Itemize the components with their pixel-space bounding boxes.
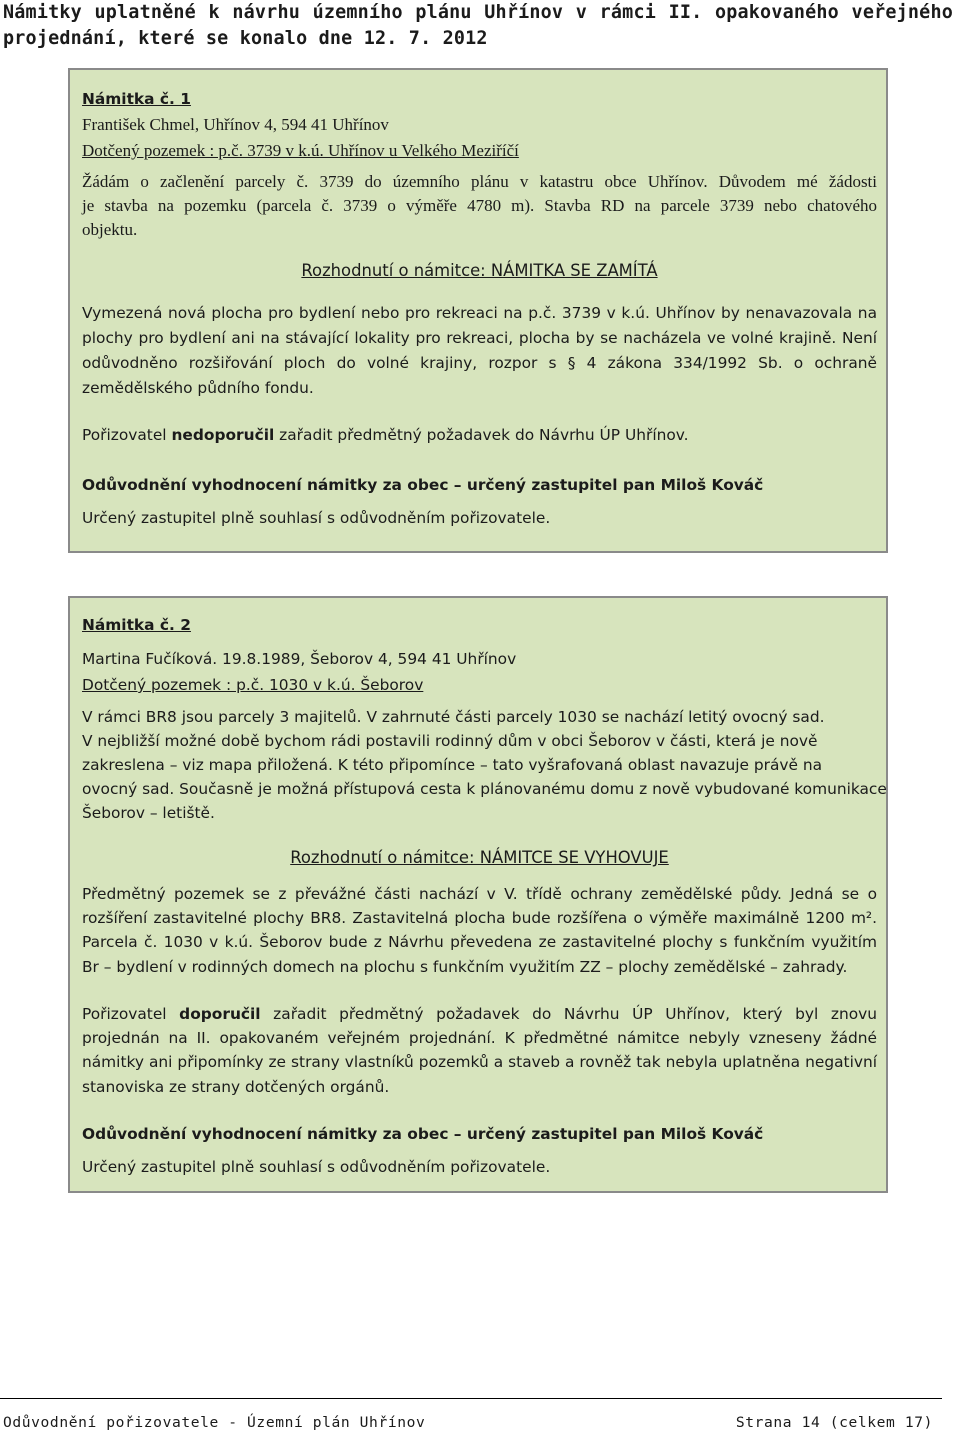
- objection-2-recommendation-post: zařadit předmětný požadavek do Návrhu ÚP Uhřínov, který byl znovu: [260, 1005, 877, 1023]
- objection-2-request-line-5: Šeborov – letiště.: [82, 804, 215, 822]
- objection-2-box: [68, 596, 888, 1193]
- objection-1-justification-line-2: plochy pro bydlení ani na stávající lokality pro rekreaci, plocha by se nacházela ve volné krajině. Není: [82, 329, 877, 347]
- page-footer: [3, 1414, 933, 1438]
- objection-2-recommendation-line-2: projednán na II. opakovaném veřejném projednání. K předmětné námitce nebyly vzneseny žádné: [82, 1029, 877, 1047]
- objection-1-recommendation-verdict: nedoporučil: [171, 426, 275, 444]
- objection-1-parcel: Dotčený pozemek : p.č. 3739 v k.ú. Uhřínov u Velkého Meziříčí: [82, 141, 519, 160]
- objection-2-evaluation-text: Určený zastupitel plně souhlasí s odůvodněním pořizovatele.: [82, 1158, 551, 1176]
- objection-2-justification-line-4: Br – bydlení v rodinných domech na plochu s funkčním využitím ZZ – plochy zemědělské – zahrady.: [82, 958, 848, 976]
- objection-1-evaluation-heading: Odůvodnění vyhodnocení námitky za obec – určený zastupitel pan Miloš Kováč: [82, 476, 764, 494]
- objection-1-decision: Rozhodnutí o námitce: NÁMITKA SE ZAMÍTÁ: [301, 261, 658, 280]
- objection-2-author: Martina Fučíková. 19.8.1989, Šeborov 4, 594 41 Uhřínov: [82, 650, 517, 668]
- objection-1-evaluation-text: Určený zastupitel plně souhlasí s odůvodněním pořizovatele.: [82, 509, 551, 527]
- objection-2-justification-line-1: Předmětný pozemek se z převážné části nachází v V. třídě ochrany zemědělské půdy. Jedná se o: [82, 885, 877, 903]
- objection-2-request-line-2: V nejbližší možné době bychom rádi postavili rodinný dům v obci Šeborov v části, která je nově: [82, 732, 818, 750]
- objection-2-justification-line-2: rozšíření zastavitelné plochy BR8. Zastavitelná plocha bude rozšířena o výměře maximálně 1200 m².: [82, 909, 877, 927]
- objection-1-heading: Námitka č. 1: [82, 90, 191, 108]
- objection-1-request-line-3: objektu.: [82, 220, 138, 239]
- objection-2-decision: Rozhodnutí o námitce: NÁMITCE SE VYHOVUJE: [290, 848, 669, 867]
- objection-1-recommendation-post: zařadit předmětný požadavek do Návrhu ÚP Uhřínov.: [274, 426, 689, 444]
- objection-2-justification-line-3: Parcela č. 1030 v k.ú. Šeborov bude z Návrhu převedena ze zastavitelné plochy s funkčním využitím: [82, 933, 877, 951]
- objection-2-evaluation-heading: Odůvodnění vyhodnocení námitky za obec – určený zastupitel pan Miloš Kováč: [82, 1125, 764, 1143]
- objection-2-recommendation-verdict: doporučil: [179, 1005, 261, 1023]
- footer-document-name: Odůvodnění pořizovatele - Územní plán Uhřínov: [3, 1414, 426, 1431]
- objection-2-recommendation-line-4: stanoviska ze strany dotčených orgánů.: [82, 1078, 390, 1096]
- objection-2-parcel: Dotčený pozemek : p.č. 1030 v k.ú. Šeborov: [82, 676, 424, 694]
- objection-1-recommendation: [82, 423, 877, 447]
- objection-1-author: František Chmel, Uhřínov 4, 594 41 Uhřínov: [82, 115, 389, 134]
- footer-page-number: Strana 14 (celkem 17): [735, 1414, 933, 1431]
- objection-1-justification-line-1: Vymezená nová plocha pro bydlení nebo pro rekreaci na p.č. 3739 v k.ú. Uhřínov by nenavazovala na: [82, 304, 877, 322]
- objection-1-justification-line-3: odůvodněno rozšiřování ploch do volné krajiny, rozpor s § 4 zákona 334/1992 Sb. o ochraně: [82, 354, 877, 372]
- footer-divider: [0, 1398, 942, 1399]
- objection-2-heading: Námitka č. 2: [82, 616, 191, 634]
- objection-1-box: [68, 68, 888, 553]
- objection-1-recommendation-pre: Pořizovatel: [82, 426, 172, 444]
- objection-2-recommendation: [82, 1002, 877, 1026]
- objection-2-request-line-3: zakreslena – viz mapa přiložená. K této připomínce – tato vyšrafovaná oblast navazuje právě na: [82, 756, 823, 774]
- objection-1-request-line-2: je stavba na pozemku (parcela č. 3739 o výměře 4780 m). Stavba RD na parcele 3739 nebo chatového: [82, 196, 877, 215]
- objection-2-request-line-1: V rámci BR8 jsou parcely 3 majitelů. V zahrnuté části parcely 1030 se nachází letitý ovocný sad.: [82, 708, 825, 726]
- objection-1-request-line-1: Žádám o začlenění parcely č. 3739 do územního plánu v katastru obce Uhřínov. Důvodem mé žádosti: [82, 172, 877, 191]
- objection-2-recommendation-line-3: námitky ani připomínky ze strany vlastníků pozemků a staveb a rovněž tak nebyla uplatněna negativní: [82, 1053, 877, 1071]
- document-title-line-2: projednání, které se konalo dne 12. 7. 2012: [3, 28, 488, 49]
- document-title: [3, 0, 953, 52]
- objection-2-recommendation-pre: Pořizovatel: [82, 1005, 180, 1023]
- objection-2-request-line-4: ovocný sad. Současně je možná přístupová cesta k plánovanému domu z nově vybudované komunikace: [82, 780, 887, 798]
- document-title-line-1: Námitky uplatněné k návrhu územního plánu Uhřínov v rámci II. opakovaného veřejného: [3, 2, 953, 23]
- objection-1-justification-line-4: zemědělského půdního fondu.: [82, 379, 314, 397]
